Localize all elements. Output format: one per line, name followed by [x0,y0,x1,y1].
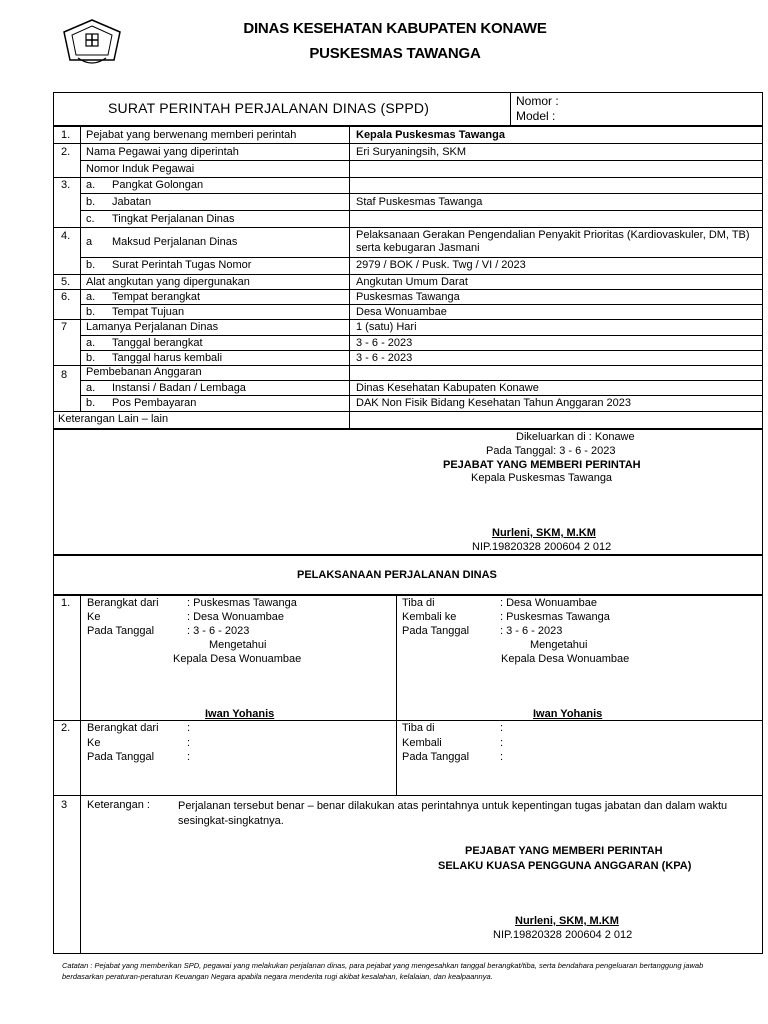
kpa-subtitle: SELAKU KUASA PENGGUNA ANGGARAN (KPA) [438,860,692,872]
field-value: : Puskesmas Tawanga [500,611,610,623]
section-number: 1. [61,597,71,609]
row-label: Tempat berangkat [112,291,201,303]
acknowledged-label: Mengetahui [530,639,588,651]
kpa-title: PEJABAT YANG MEMBERI PERINTAH [465,845,663,857]
row-number: 8 [61,369,68,381]
row-label: Pembebanan Anggaran [86,366,202,378]
field-colon: : [500,737,504,749]
field-value: : Puskesmas Tawanga [187,597,297,609]
row-label: Nomor Induk Pegawai [86,163,195,175]
field-label: Kembali [402,737,442,749]
row-value: Angkutan Umum Darat [356,276,468,288]
row-letter: b. [86,196,96,208]
issued-block [53,429,763,555]
kpa-name: Nurleni, SKM, M.KM [515,915,619,927]
facility-name: PUSKESMAS TAWANGA [309,45,481,62]
field-label: Ke [87,611,101,623]
row-value: DAK Non Fisik Bidang Kesehatan Tahun Anggaran 2023 [356,397,631,409]
agency-name: DINAS KESEHATAN KABUPATEN KONAWE [243,20,547,37]
acknowledged-label: Mengetahui [209,639,267,651]
official-name: Nurleni, SKM, M.KM [492,527,596,539]
acknowledger-name: Iwan Yohanis [205,708,275,720]
row-label: Tanggal harus kembali [112,352,223,364]
field-label: Pada Tanggal [402,751,470,763]
row-value: Eri Suryaningsih, SKM [356,146,467,158]
row-letter: b. [86,397,96,409]
row-letter: a. [86,179,96,191]
row-number: 7 [61,321,68,333]
form-number: Nomor : [516,94,559,108]
row-letter: a [86,236,93,248]
row-letter: b. [86,306,96,318]
official-role: Kepala Puskesmas Tawanga [471,472,613,484]
field-label: Pada Tanggal [87,625,155,637]
row-label: Pos Pembayaran [112,397,197,409]
execution-table [53,595,763,954]
footnote: Catatan : Pejabat yang memberikan SPD, pegawai yang melakukan perjalanan dinas, para pejabat yang mengesahkan tanggal berangkat/tiba, serta bendahara pengeluaran bertanggung jawab berdasarkan peraturan-peraturan Keuangan Negara apabila negara menderita rugi akibat kesalahan, kelalaian, dan kealpaannya. [62,961,704,981]
row-label: Maksud Perjalanan Dinas [112,236,238,248]
issued-date: Pada Tanggal: 3 - 6 - 2023 [486,445,616,457]
field-colon: : [187,751,191,763]
row-number: 5. [61,276,71,288]
row-number: 1. [61,129,71,141]
section-number: 3 [61,799,68,811]
field-label: Pada Tanggal [402,625,470,637]
field-label: Berangkat dari [87,722,159,734]
row-label: Surat Perintah Tugas Nomor [112,259,252,271]
row-label: Pejabat yang berwenang memberi perintah [86,129,297,141]
field-value: : 3 - 6 - 2023 [187,625,250,637]
row-number: 6. [61,291,71,303]
row-label: Jabatan [112,196,152,208]
form-title: SURAT PERINTAH PERJALANAN DINAS (SPPD) [108,100,430,116]
field-label: Kembali ke [402,611,457,623]
official-nip: NIP.19820328 200604 2 012 [472,541,612,553]
field-label: Tiba di [402,722,435,734]
row-letter: a. [86,382,96,394]
remarks-label: Keterangan : [87,799,150,811]
kpa-nip: NIP.19820328 200604 2 012 [493,929,633,941]
acknowledger-name: Iwan Yohanis [533,708,603,720]
row-letter: a. [86,337,96,349]
execution-heading: PELAKSANAAN PERJALANAN DINAS [297,569,497,581]
row-label: Lamanya Perjalanan Dinas [86,321,219,333]
field-label: Pada Tanggal [87,751,155,763]
row-number: 3. [61,179,71,191]
row-value: 2979 / BOK / Pusk. Twg / VI / 2023 [356,259,526,271]
row-label: Tempat Tujuan [112,306,185,318]
official-title: PEJABAT YANG MEMBERI PERINTAH [443,459,641,471]
row-label: Instansi / Badan / Lembaga [112,382,246,394]
row-letter: b. [86,352,96,364]
row-number: 4. [61,230,71,242]
row-label: Tingkat Perjalanan Dinas [112,213,235,225]
form-model: Model : [516,109,556,123]
field-value: : 3 - 6 - 2023 [500,625,563,637]
row-value: Pelaksanaan Gerakan Pengendalian Penyakit Prioritas (Kardiovaskuler, DM, TB) serta kebugaran Jasmani [356,229,750,254]
section-number: 2. [61,722,71,734]
row-label: Pangkat Golongan [112,179,204,191]
row-value: 1 (satu) Hari [356,321,417,333]
row-value: Dinas Kesehatan Kabupaten Konawe [356,382,539,394]
row-letter: c. [86,213,95,225]
field-colon: : [187,722,191,734]
row-letter: a. [86,291,96,303]
row-label: Nama Pegawai yang diperintah [86,146,239,158]
acknowledger-role: Kepala Desa Wonuambae [501,653,630,665]
row-value: Desa Wonuambae [356,306,447,318]
issued-place: Dikeluarkan di : Konawe [516,431,635,443]
acknowledger-role: Kepala Desa Wonuambae [173,653,302,665]
row-number: 2. [61,146,71,158]
row-label: Keterangan Lain – lain [58,413,169,425]
row-label: Alat angkutan yang dipergunakan [86,276,250,288]
row-value: 3 - 6 - 2023 [356,337,413,349]
row-letter: b. [86,259,96,271]
field-value: : Desa Wonuambae [187,611,285,623]
field-colon: : [500,722,504,734]
row-value: Staf Puskesmas Tawanga [356,196,483,208]
row-value: Kepala Puskesmas Tawanga [356,129,505,141]
row-value: Puskesmas Tawanga [356,291,460,303]
row-value: 3 - 6 - 2023 [356,352,413,364]
field-label: Ke [87,737,101,749]
field-label: Tiba di [402,597,435,609]
remarks-text: Perjalanan tersebut benar – benar dilakukan atas perintahnya untuk kepentingan tugas jabatan dan dalam waktu sesingkat-singkatnya. [178,800,728,827]
field-colon: : [500,751,504,763]
field-colon: : [187,737,191,749]
bakti-husada-logo-icon [58,18,126,68]
field-label: Berangkat dari [87,597,159,609]
field-value: : Desa Wonuambae [500,597,598,609]
row-label: Tanggal berangkat [112,337,203,349]
